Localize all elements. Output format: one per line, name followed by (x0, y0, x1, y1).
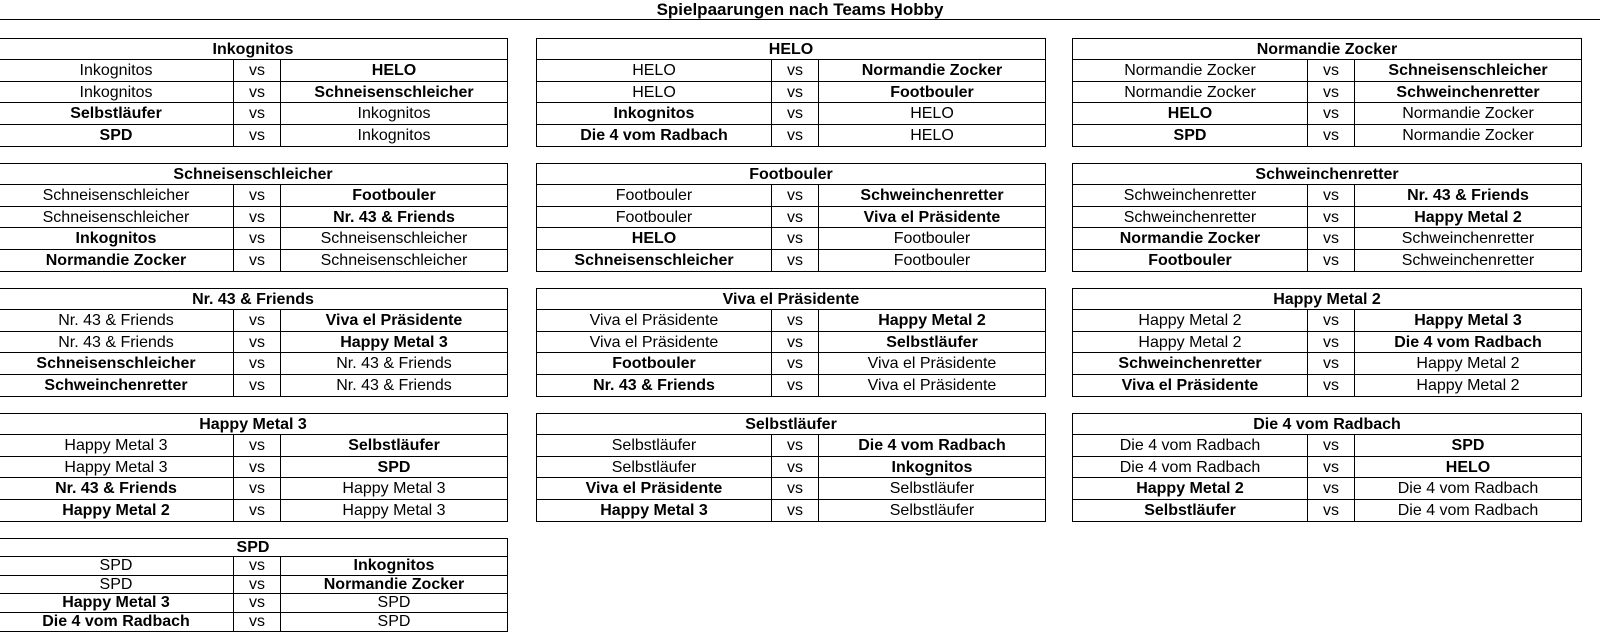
home-team: Schweinchenretter (0, 375, 234, 397)
away-team: HELO (371, 62, 417, 79)
team-header: Happy Metal 2 (1073, 289, 1581, 310)
home-team: Inkognitos (537, 103, 772, 124)
vs-label: vs (772, 353, 819, 374)
vs-label: vs (772, 103, 819, 124)
home-team: Viva el Präsidente (1073, 375, 1308, 397)
match-row (0, 500, 507, 522)
page-title: Spielpaarungen nach Teams Hobby (0, 0, 1600, 20)
team-header: Inkognitos (0, 39, 507, 60)
match-row (1073, 185, 1581, 207)
match-row (537, 375, 1045, 397)
away-team: Happy Metal 2 (878, 312, 986, 329)
away-team: Nr. 43 & Friends (1407, 187, 1529, 204)
vs-label: vs (772, 207, 819, 228)
vs-label: vs (234, 478, 281, 499)
vs-label: vs (234, 310, 281, 331)
away-team: Inkognitos (357, 105, 431, 122)
away-team: Normandie Zocker (323, 575, 465, 593)
vs-label: vs (1308, 103, 1355, 124)
home-team: Happy Metal 2 (0, 500, 234, 522)
team-header: Die 4 vom Radbach (1073, 414, 1581, 435)
team-block-footbouler (536, 163, 1046, 272)
match-row (0, 478, 507, 500)
vs-label: vs (234, 557, 281, 575)
vs-label: vs (772, 375, 819, 397)
match-row (1073, 375, 1581, 397)
vs-label: vs (1308, 310, 1355, 331)
vs-label: vs (772, 500, 819, 522)
team-header: Schneisenschleicher (0, 164, 507, 185)
away-team: SPD (377, 594, 411, 611)
match-row (1073, 60, 1581, 82)
vs-label: vs (234, 500, 281, 522)
match-row (0, 185, 507, 207)
team-header: Footbouler (537, 164, 1045, 185)
vs-label: vs (1308, 228, 1355, 249)
vs-label: vs (234, 250, 281, 272)
home-team: SPD (0, 576, 234, 594)
vs-label: vs (1308, 250, 1355, 272)
match-row (537, 250, 1045, 272)
team-block-helo (536, 38, 1046, 147)
match-row (537, 457, 1045, 479)
home-team: Schweinchenretter (1073, 353, 1308, 374)
away-team: Viva el Präsidente (325, 312, 463, 329)
match-row (1073, 82, 1581, 104)
away-team: Normandie Zocker (1402, 105, 1534, 122)
match-row (0, 60, 507, 82)
away-team: Footbouler (890, 83, 974, 101)
away-team: Schneisenschleicher (320, 251, 468, 269)
home-team: Happy Metal 3 (0, 594, 234, 612)
vs-label: vs (772, 435, 819, 456)
team-block-selbstlaeufer (536, 413, 1046, 522)
home-team: Happy Metal 2 (1073, 332, 1308, 353)
team-header: Happy Metal 3 (0, 414, 507, 435)
home-team: Footbouler (537, 353, 772, 374)
home-team: Normandie Zocker (1073, 82, 1308, 103)
home-team: Normandie Zocker (0, 250, 234, 272)
match-row (1073, 332, 1581, 354)
team-block-spd (0, 538, 508, 632)
team-block-happy-metal-2 (1072, 288, 1582, 397)
vs-label: vs (234, 576, 281, 594)
away-team: Happy Metal 3 (342, 480, 446, 497)
vs-label: vs (772, 457, 819, 478)
match-row (0, 353, 507, 375)
team-header: Viva el Präsidente (537, 289, 1045, 310)
home-team: Footbouler (1073, 250, 1308, 272)
team-header: Nr. 43 & Friends (0, 289, 507, 310)
away-team: Viva el Präsidente (867, 355, 997, 372)
team-header: HELO (537, 39, 1045, 60)
away-team: Happy Metal 2 (1414, 208, 1522, 226)
team-block-inkognitos (0, 38, 508, 147)
vs-label: vs (1308, 435, 1355, 456)
team-block-die-4-vom-radbach (1072, 413, 1582, 522)
vs-label: vs (772, 185, 819, 206)
match-row (1073, 478, 1581, 500)
home-team: Selbstläufer (537, 457, 772, 478)
team-header: Normandie Zocker (1073, 39, 1581, 60)
vs-label: vs (234, 125, 281, 147)
away-team: Schweinchenretter (1401, 230, 1535, 247)
match-row (0, 613, 507, 632)
home-team: HELO (537, 82, 772, 103)
home-team: Selbstläufer (0, 103, 234, 124)
match-row (1073, 228, 1581, 250)
vs-label: vs (1308, 332, 1355, 353)
away-team: Schweinchenretter (860, 187, 1004, 204)
vs-label: vs (234, 594, 281, 612)
away-team: Selbstläufer (886, 333, 978, 351)
home-team: Happy Metal 3 (537, 500, 772, 522)
match-row (1073, 103, 1581, 125)
vs-label: vs (772, 125, 819, 147)
match-row (0, 435, 507, 457)
home-team: Normandie Zocker (1073, 60, 1308, 81)
home-team: Nr. 43 & Friends (537, 375, 772, 397)
away-team: Die 4 vom Radbach (1397, 480, 1539, 497)
vs-label: vs (772, 60, 819, 81)
home-team: Schweinchenretter (1073, 185, 1308, 206)
home-team: Schneisenschleicher (0, 353, 234, 374)
vs-label: vs (1308, 125, 1355, 147)
match-row (1073, 310, 1581, 332)
team-block-viva-el-praesidente (536, 288, 1046, 397)
home-team: Selbstläufer (537, 435, 772, 456)
away-team: Happy Metal 3 (340, 333, 448, 351)
match-row (537, 185, 1045, 207)
away-team: Happy Metal 2 (1416, 355, 1520, 372)
match-row (537, 207, 1045, 229)
away-team: HELO (910, 126, 954, 144)
home-team: Happy Metal 3 (0, 457, 234, 478)
away-team: Nr. 43 & Friends (336, 376, 452, 394)
vs-label: vs (772, 310, 819, 331)
vs-label: vs (772, 228, 819, 249)
home-team: Die 4 vom Radbach (0, 613, 234, 632)
match-row (0, 375, 507, 397)
away-team: Nr. 43 & Friends (333, 208, 455, 226)
vs-label: vs (1308, 60, 1355, 81)
match-row (537, 332, 1045, 354)
vs-label: vs (1308, 478, 1355, 499)
away-team: HELO (1445, 458, 1491, 476)
vs-label: vs (1308, 207, 1355, 228)
vs-label: vs (234, 613, 281, 632)
home-team: Inkognitos (0, 60, 234, 81)
home-team: Viva el Präsidente (537, 478, 772, 499)
home-team: Schneisenschleicher (0, 185, 234, 206)
home-team: Normandie Zocker (1073, 228, 1308, 249)
team-block-nr-43-friends (0, 288, 508, 397)
away-team: Happy Metal 3 (1414, 312, 1522, 329)
match-row (0, 250, 507, 272)
match-row (0, 228, 507, 250)
vs-label: vs (1308, 82, 1355, 103)
away-team: Footbouler (893, 230, 971, 247)
home-team: SPD (1073, 125, 1308, 147)
away-team: SPD (377, 458, 411, 476)
home-team: SPD (0, 557, 234, 575)
vs-label: vs (234, 353, 281, 374)
home-team: Selbstläufer (1073, 500, 1308, 522)
vs-label: vs (1308, 185, 1355, 206)
match-row (0, 310, 507, 332)
away-team: Selbstläufer (348, 437, 440, 454)
match-row (0, 103, 507, 125)
vs-label: vs (1308, 457, 1355, 478)
vs-label: vs (1308, 500, 1355, 522)
match-row (537, 310, 1045, 332)
match-row (1073, 125, 1581, 147)
away-team: Footbouler (352, 187, 436, 204)
match-row (1073, 457, 1581, 479)
home-team: Schweinchenretter (1073, 207, 1308, 228)
away-team: Nr. 43 & Friends (336, 355, 452, 372)
vs-label: vs (1308, 375, 1355, 397)
home-team: Die 4 vom Radbach (1073, 457, 1308, 478)
home-team: HELO (537, 60, 772, 81)
home-team: Viva el Präsidente (537, 310, 772, 331)
match-row (537, 353, 1045, 375)
home-team: Inkognitos (0, 82, 234, 103)
home-team: Inkognitos (0, 228, 234, 249)
match-row (0, 576, 507, 595)
away-team: Schneisenschleicher (314, 83, 474, 101)
team-block-happy-metal-3 (0, 413, 508, 522)
away-team: SPD (1451, 437, 1485, 454)
home-team: Happy Metal 3 (0, 435, 234, 456)
home-team: Die 4 vom Radbach (1073, 435, 1308, 456)
away-team: Schneisenschleicher (1388, 62, 1548, 79)
vs-label: vs (234, 457, 281, 478)
away-team: Viva el Präsidente (863, 208, 1001, 226)
away-team: Happy Metal 2 (1416, 376, 1520, 394)
match-row (1073, 353, 1581, 375)
vs-label: vs (772, 82, 819, 103)
home-team: SPD (0, 125, 234, 147)
home-team: Schneisenschleicher (0, 207, 234, 228)
match-row (0, 594, 507, 613)
match-row (0, 457, 507, 479)
away-team: Normandie Zocker (1402, 126, 1534, 144)
away-team: Inkognitos (357, 126, 431, 144)
match-row (537, 125, 1045, 147)
vs-label: vs (234, 185, 281, 206)
away-team: Selbstläufer (889, 480, 975, 497)
match-row (1073, 207, 1581, 229)
home-team: Die 4 vom Radbach (537, 125, 772, 147)
match-row (0, 557, 507, 576)
match-row (0, 125, 507, 147)
vs-label: vs (1308, 353, 1355, 374)
match-row (1073, 500, 1581, 522)
home-team: Footbouler (537, 185, 772, 206)
away-team: Happy Metal 3 (342, 501, 446, 519)
away-team: Die 4 vom Radbach (1397, 501, 1539, 519)
team-block-schneisenschleicher (0, 163, 508, 272)
match-row (0, 207, 507, 229)
team-block-normandie-zocker (1072, 38, 1582, 147)
match-row (1073, 435, 1581, 457)
away-team: Inkognitos (891, 458, 973, 476)
away-team: Schneisenschleicher (320, 230, 468, 247)
home-team: Footbouler (537, 207, 772, 228)
team-header: Schweinchenretter (1073, 164, 1581, 185)
vs-label: vs (772, 332, 819, 353)
away-team: Schweinchenretter (1401, 251, 1535, 269)
team-header: Selbstläufer (537, 414, 1045, 435)
away-team: Die 4 vom Radbach (1394, 333, 1542, 351)
away-team: SPD (377, 612, 411, 630)
vs-label: vs (234, 103, 281, 124)
home-team: Nr. 43 & Friends (0, 332, 234, 353)
away-team: Viva el Präsidente (867, 376, 997, 394)
away-team: Normandie Zocker (861, 62, 1003, 79)
vs-label: vs (234, 207, 281, 228)
team-block-schweinchenretter (1072, 163, 1582, 272)
vs-label: vs (234, 82, 281, 103)
vs-label: vs (234, 228, 281, 249)
match-row (1073, 250, 1581, 272)
home-team: HELO (537, 228, 772, 249)
vs-label: vs (772, 478, 819, 499)
home-team: Happy Metal 2 (1073, 310, 1308, 331)
match-row (0, 332, 507, 354)
away-team: Inkognitos (353, 557, 435, 574)
match-row (537, 435, 1045, 457)
away-team: Selbstläufer (889, 501, 975, 519)
match-row (537, 103, 1045, 125)
home-team: Happy Metal 2 (1073, 478, 1308, 499)
match-row (537, 82, 1045, 104)
away-team: Schweinchenretter (1396, 83, 1540, 101)
match-row (537, 500, 1045, 522)
away-team: Footbouler (893, 251, 971, 269)
vs-label: vs (772, 250, 819, 272)
match-row (537, 228, 1045, 250)
match-row (537, 60, 1045, 82)
home-team: Nr. 43 & Friends (0, 310, 234, 331)
home-team: HELO (1073, 103, 1308, 124)
home-team: Nr. 43 & Friends (0, 478, 234, 499)
home-team: Viva el Präsidente (537, 332, 772, 353)
match-row (537, 478, 1045, 500)
vs-label: vs (234, 435, 281, 456)
match-row (0, 82, 507, 104)
vs-label: vs (234, 375, 281, 397)
away-team: HELO (910, 105, 954, 122)
home-team: Schneisenschleicher (537, 250, 772, 272)
vs-label: vs (234, 332, 281, 353)
team-header: SPD (0, 539, 507, 557)
vs-label: vs (234, 60, 281, 81)
away-team: Die 4 vom Radbach (858, 437, 1006, 454)
